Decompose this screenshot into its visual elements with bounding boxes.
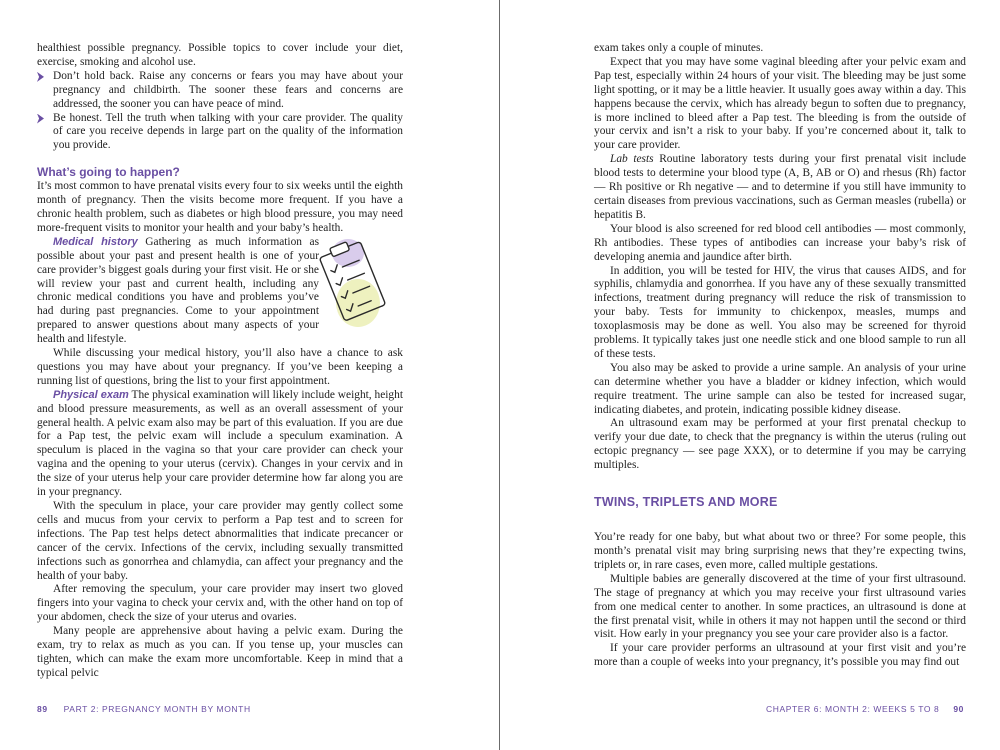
paragraph: Physical exam The physical examination will likely include weight, height and blood pressure measurements, as well as an overall assessment of your general health. A pelvic exam also may be part of this evaluation. If you are due for a Pap test, the pelvic exam will include a speculum examination. A speculum is placed in the vagina so that your care provider can check your vagina and the opening to your uterus (cervix). Changes in your cervix and in the size of your uterus help your care provider determine how far along you are in your pregnancy. (37, 388, 403, 499)
right-footer (766, 704, 964, 714)
paragraph: Multiple babies are generally discovered at the time of your first ultrasound. The stage of pregnancy at which you may receive your first ultrasound varies from one medical center to another. In some practices, an ultrasound is done at the first prenatal visit, while in others it may not happen until the second or third visit. How early in your pregnancy you see your care provider also is a factor. (594, 572, 966, 641)
running-footer: PART 2: PREGNANCY MONTH BY MONTH (63, 704, 251, 714)
paragraph: While discussing your medical history, you’ll also have a chance to ask questions you may have about your pregnancy. If you’ve been keeping a running list of questions, bring the list to your first appointment. (37, 347, 403, 387)
page-number: 89 (37, 704, 48, 714)
run-in-heading: Lab tests (610, 153, 654, 166)
paragraph: It’s most common to have prenatal visits every four to six weeks until the eighth month of pregnancy. Then the visits become more frequent. If you have a chronic health problem, such as diabetes or high blood pressure, you may need more-frequent visits to monitor your health and your baby’s health. (37, 180, 403, 234)
running-footer: CHAPTER 6: MONTH 2: WEEKS 5 TO 8 (766, 704, 940, 714)
paragraph: With the speculum in place, your care provider may gently collect some cells and mucus from your cervix to perform a Pap test and to screen for infections. The Pap test helps detect abnormalities that indicate precancer or cancer of the cervix. Infections of the cervix, including sexually transmitted infections such as gonorrhea and chlamydia, can affect your pregnancy and the health of your baby. (37, 500, 403, 582)
section-heading: What’s going to happen? (37, 165, 180, 180)
bullet-arrow-icon (37, 114, 44, 124)
paragraph: Expect that you may have some vaginal bleeding after your pelvic exam and Pap test, especially within 24 hours of your visit. The bleeding may be just some light spotting, or it may be a little heavier. It usually goes away within a day. This happens because the cervix, which has already begun to soften due to pregnancy, is more inclined to bleed after a Pap test. The bleeding is from the outside of your cervix and isn’t a risk to your baby. If you’re concerned about it, talk to your care provider. (594, 55, 966, 152)
paragraph: You also may be asked to provide a urine sample. An analysis of your urine can determine whether you have a bladder or kidney infection, which would require treatment. The urine sample can also be tested for increased sugar, indicating diabetes, and protein, indicating possible kidney disease. (594, 361, 966, 416)
left-footer (37, 704, 251, 714)
bullet-item: Don’t hold back. Raise any concerns or fears you may have about your pregnancy and childbirth. The sooner these fears and concerns are addressed, the sooner you can have peace of mind. (37, 70, 403, 112)
paragraph: You’re ready for one baby, but what about two or three? For some people, this month’s prenatal visit may bring surprising news that they’re expecting twins, triplets or, in rare cases, even more, called multiple gestations. (594, 531, 966, 571)
left-cont-paragraph: healthiest possible pregnancy. Possible topics to cover include your diet, exercise, smoking and alcohol use. (37, 42, 403, 68)
page-number: 90 (953, 704, 964, 714)
paragraph: If your care provider performs an ultrasound at your first visit and you’re more than a couple of weeks into your pregnancy, it’s possible you may find out (594, 642, 966, 669)
run-in-heading: Physical exam (53, 388, 129, 401)
paragraph: Lab tests Routine laboratory tests during your first prenatal visit include blood tests to determine your blood type (A, B, AB or O) and rhesus (Rh) factor — Rh positive or Rh negative — and to determine if you still have immunity to certain diseases from previous vaccinations, such as German measles (rubella) or hepatitis B. (594, 153, 966, 221)
page-gutter (499, 0, 500, 750)
bullet-arrow-icon (37, 72, 44, 82)
paragraph: Many people are apprehensive about having a pelvic exam. During the exam, try to relax as much as you can. If you tense up, your muscles can tighten, which can make the exam more uncomfortable. Keep in mind that a typical pelvic (37, 625, 403, 679)
clipboard-checklist-icon (318, 233, 390, 333)
run-in-heading: Medical history (53, 235, 138, 248)
left-page (37, 42, 403, 681)
right-page (594, 42, 966, 670)
paragraph: Your blood is also screened for red blood cell antibodies — most commonly, Rh antibodies. These types of antibodies can increase your baby’s risk of developing anemia and jaundice after birth. (594, 222, 966, 263)
paragraph: In addition, you will be tested for HIV, the virus that causes AIDS, and for syphilis, chlamydia and gonorrhea. If you have any of these sexually transmitted infections, treatment during pregnancy will reduce the risk of transmission to your baby. Tests for immunity to chickenpox, measles, mumps and toxoplasmosis may be done as well. You also may be screened for thyroid problems. It typically takes just one needle stick and one blood sample to run all of these tests. (594, 264, 966, 360)
paragraph: After removing the speculum, your care provider may insert two gloved fingers into your vagina to check your cervix and, with the other hand on top of your abdomen, check the size of your uterus and ovaries. (37, 583, 403, 624)
section-heading: TWINS, TRIPLETS AND MORE (594, 495, 778, 510)
bullet-item: Be honest. Tell the truth when talking with your care provider. The quality of care you receive depends in large part on the quality of the information you provide. (37, 112, 403, 154)
paragraph: exam takes only a couple of minutes. (594, 42, 764, 54)
paragraph: Medical history Gathering as much information as possible about your past and present health is one of your care provider’s biggest goals during your first visit. He or she will review your past and current health, including any chronic medical conditions you have and problems you’ve had during past pregnancies. Come to your appointment prepared to answer questions about many aspects of your health and lifestyle. (37, 235, 319, 346)
paragraph: An ultrasound exam may be performed at your first prenatal checkup to verify your due date, to check that the pregnancy is within the uterus (ruling out ectopic pregnancy — see page XXX), or to determine if you may be carrying multiples. (594, 417, 966, 472)
